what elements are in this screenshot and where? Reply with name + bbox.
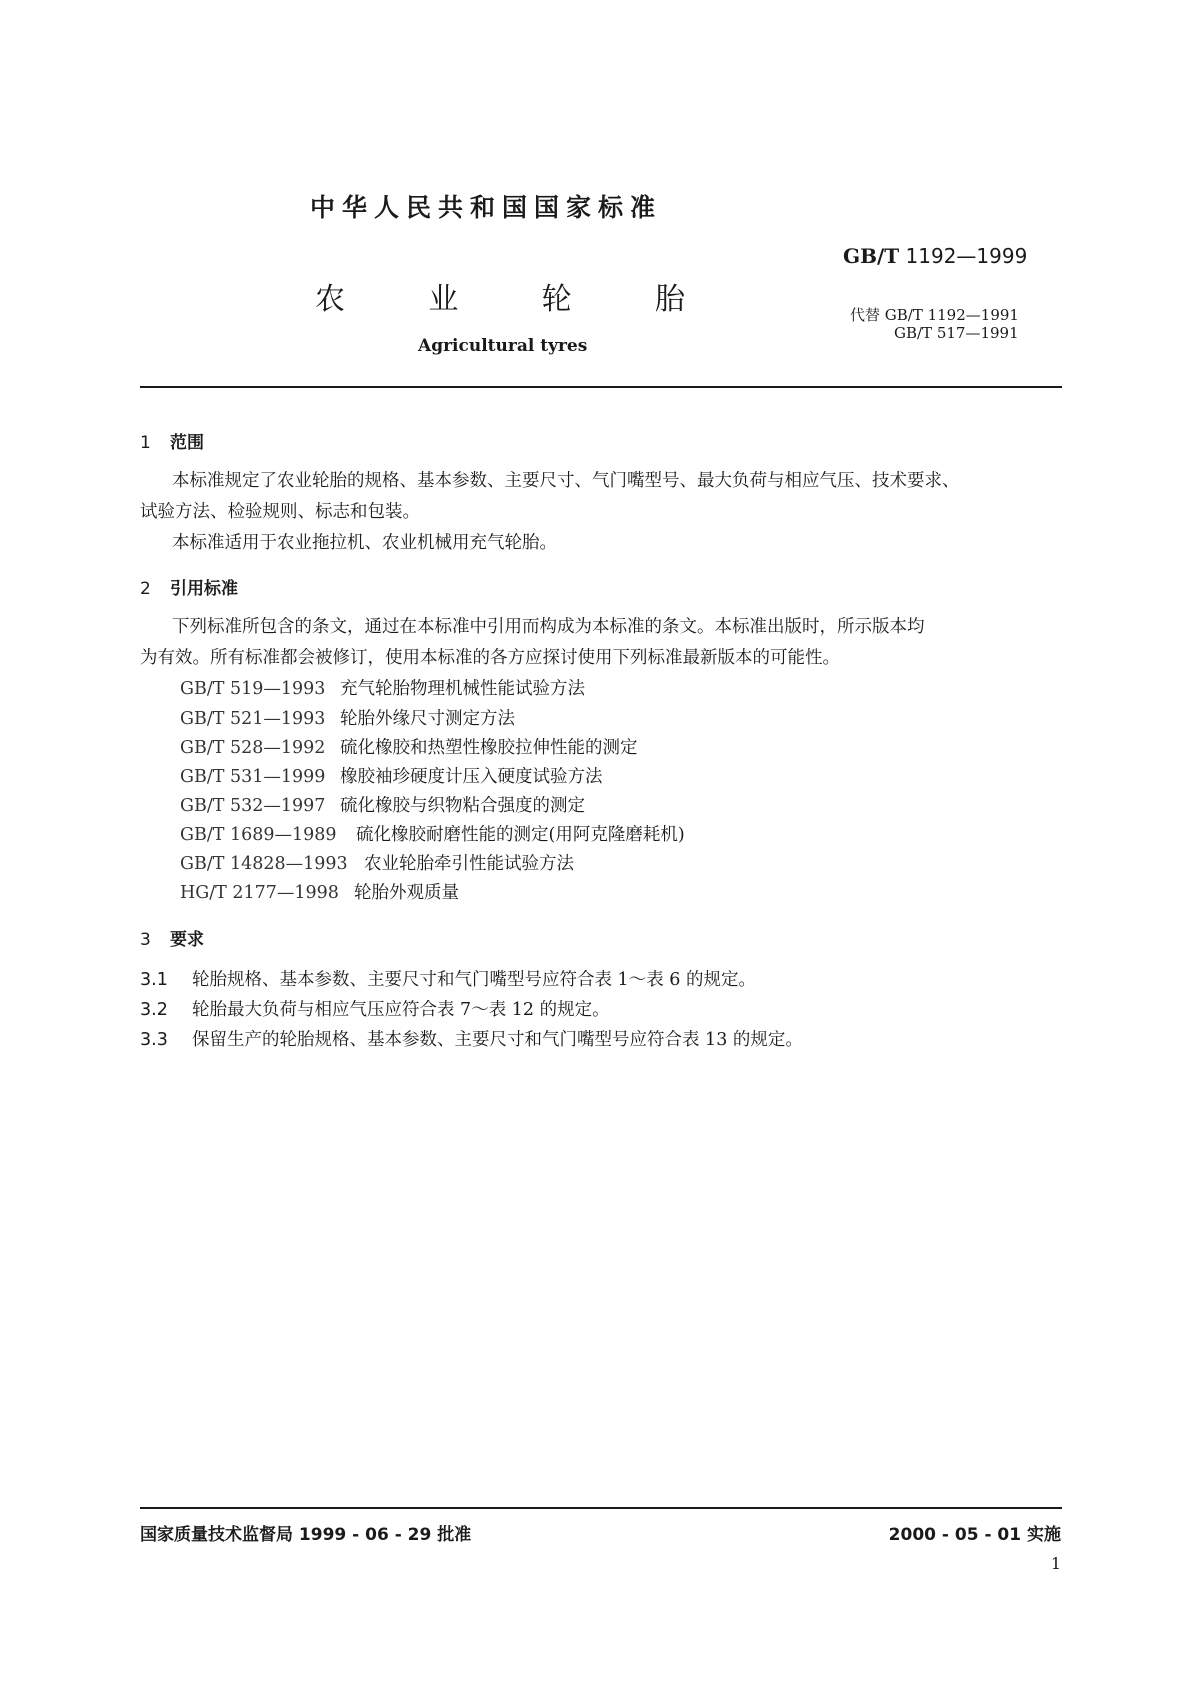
section-2-para-1b: 为有效。所有标准都会被修订，使用本标准的各方应探讨使用下列标准最新版本的可能性。	[140, 648, 840, 668]
section-number: 2	[140, 579, 151, 599]
section-number: 1	[140, 433, 151, 453]
reference-item	[180, 763, 603, 788]
reference-item	[180, 734, 638, 759]
section-1-para-2: 本标准适用于农业拖拉机、农业机械用充气轮胎。	[172, 533, 557, 553]
page-number: 1	[1050, 1554, 1061, 1573]
footer-divider	[140, 1507, 1062, 1509]
section-1-heading	[140, 428, 204, 453]
reference-code: GB/T 1689—1989	[180, 825, 337, 845]
replaces-note	[850, 306, 1019, 342]
requirement-number: 3.2	[140, 1000, 168, 1020]
requirement-number: 3.1	[140, 970, 168, 990]
reference-name: 硫化橡胶与织物粘合强度的测定	[340, 796, 585, 816]
requirement-text: 轮胎最大负荷与相应气压应符合表 7～表 12 的规定。	[192, 1000, 610, 1020]
title-char: 农	[315, 282, 345, 317]
reference-code: GB/T 14828—1993	[180, 854, 348, 874]
replaces-line-1: 代替 GB/T 1192—1991	[850, 306, 1019, 324]
replaces-line-2: GB/T 517—1991	[894, 324, 1019, 342]
section-2-para-1a: 下列标准所包含的条文，通过在本标准中引用而构成为本标准的条文。本标准出版时，所示版本均	[172, 617, 925, 637]
section-number: 3	[140, 930, 151, 950]
approval-info: 国家质量技术监督局 1999 - 06 - 29 批准	[140, 1525, 472, 1545]
header-divider	[140, 386, 1062, 388]
title-char: 胎	[654, 282, 685, 317]
reference-name: 农业轮胎牵引性能试验方法	[364, 854, 574, 874]
reference-item	[180, 792, 585, 817]
reference-name: 橡胶袖珍硬度计压入硬度试验方法	[340, 767, 603, 787]
reference-item	[180, 850, 574, 875]
requirement-text: 轮胎规格、基本参数、主要尺寸和气门嘴型号应符合表 1～表 6 的规定。	[192, 970, 756, 990]
title-char: 轮	[541, 282, 572, 317]
section-title: 要求	[170, 930, 204, 950]
document-title-cn	[315, 274, 685, 318]
reference-name: 硫化橡胶和热塑性橡胶拉伸性能的测定	[340, 738, 638, 758]
national-standard-heading: 中华人民共和国国家标准	[310, 193, 663, 222]
standard-number	[843, 244, 1027, 268]
reference-code: GB/T 532—1997	[180, 796, 326, 816]
title-char: 业	[428, 282, 459, 317]
section-title: 范围	[170, 433, 204, 453]
reference-item	[180, 705, 515, 730]
section-1-para-1a: 本标准规定了农业轮胎的规格、基本参数、主要尺寸、气门嘴型号、最大负荷与相应气压、技术要求、	[172, 471, 960, 491]
requirement-item	[140, 996, 610, 1021]
standard-prefix: GB/T	[843, 244, 900, 268]
requirement-number: 3.3	[140, 1030, 168, 1050]
reference-name: 充气轮胎物理机械性能试验方法	[340, 679, 585, 699]
implementation-date: 2000 - 05 - 01 实施	[888, 1525, 1061, 1545]
reference-name: 轮胎外观质量	[354, 883, 459, 903]
section-1-para-1b: 试验方法、检验规则、标志和包装。	[140, 502, 420, 522]
section-3-heading	[140, 925, 204, 950]
reference-name: 硫化橡胶耐磨性能的测定(用阿克隆磨耗机)	[356, 825, 685, 845]
reference-code: HG/T 2177—1998	[180, 883, 339, 903]
reference-code: GB/T 531—1999	[180, 767, 326, 787]
requirement-item	[140, 966, 756, 991]
requirement-item	[140, 1026, 803, 1051]
document-title-en: Agricultural tyres	[418, 336, 588, 356]
reference-item	[180, 675, 585, 700]
requirement-text: 保留生产的轮胎规格、基本参数、主要尺寸和气门嘴型号应符合表 13 的规定。	[192, 1030, 803, 1050]
reference-item	[180, 821, 685, 846]
section-title: 引用标准	[170, 579, 238, 599]
reference-code: GB/T 521—1993	[180, 709, 326, 729]
reference-code: GB/T 528—1992	[180, 738, 326, 758]
section-2-heading	[140, 574, 238, 599]
standard-number-value: 1192—1999	[905, 244, 1028, 268]
reference-code: GB/T 519—1993	[180, 679, 326, 699]
reference-item	[180, 879, 459, 904]
reference-name: 轮胎外缘尺寸测定方法	[340, 709, 515, 729]
